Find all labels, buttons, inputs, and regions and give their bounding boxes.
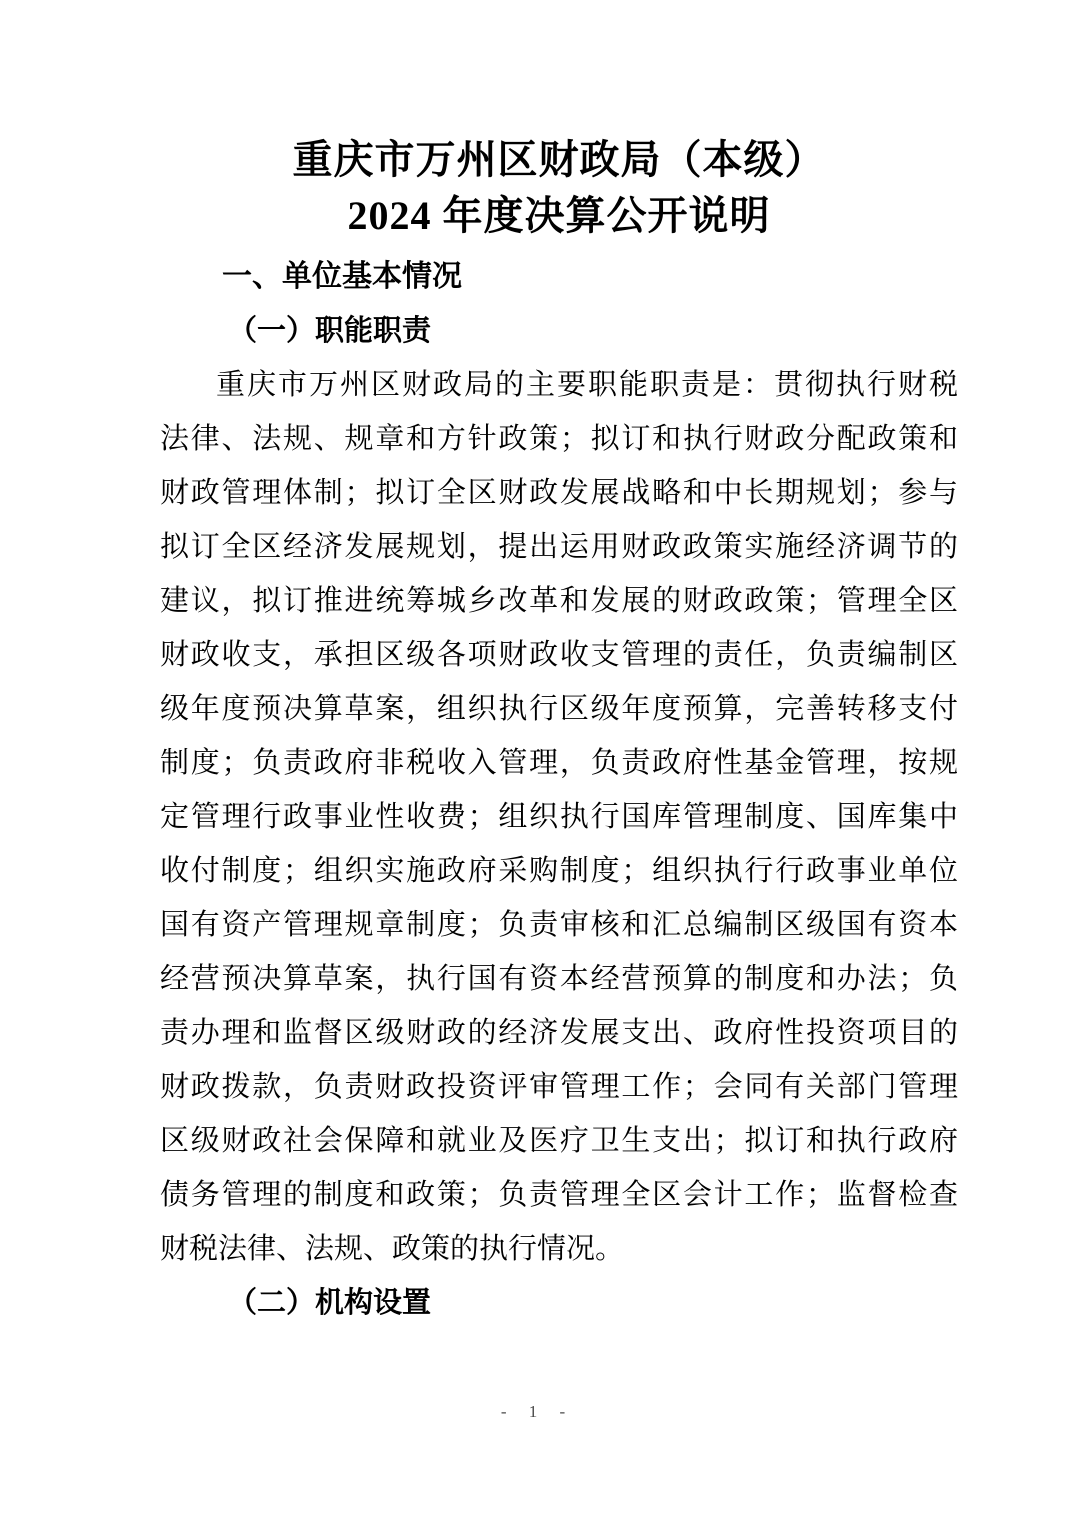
paragraph-line: 财政拨款，负责财政投资评审管理工作；会同有关部门管理 — [160, 1071, 958, 1103]
paragraph-line: 法律、法规、规章和方针政策；拟订和执行财政分配政策和 — [160, 423, 958, 455]
paragraph-line: 级年度预决算草案，组织执行区级年度预算，完善转移支付 — [160, 693, 958, 725]
paragraph-line: 重庆市万州区财政局的主要职能职责是：贯彻执行财税 — [216, 369, 958, 401]
paragraph-line: 财政收支，承担区级各项财政收支管理的责任，负责编制区 — [160, 639, 958, 671]
paragraph-line: 制度；负责政府非税收入管理，负责政府性基金管理，按规 — [160, 747, 958, 779]
duties-paragraph — [160, 358, 958, 1276]
document-title-line-2: 2024 年度决算公开说明 — [347, 193, 771, 238]
document-title-line-1: 重庆市万州区财政局（本级） — [292, 137, 826, 182]
paragraph-line: 债务管理的制度和政策；负责管理全区会计工作；监督检查 — [160, 1179, 958, 1211]
subsection-heading-duties: （一）职能职责 — [228, 315, 432, 347]
paragraph-line: 经营预决算草案，执行国有资本经营预算的制度和办法；负 — [160, 963, 958, 995]
document-content — [160, 0, 958, 1330]
paragraph-line: 财税法律、法规、政策的执行情况。 — [160, 1233, 625, 1265]
paragraph-line: 拟订全区经济发展规划，提出运用财政政策实施经济调节的 — [160, 531, 958, 563]
paragraph-line: 定管理行政事业性收费；组织执行国库管理制度、国库集中 — [160, 801, 958, 833]
paragraph-line: 建议，拟订推进统筹城乡改革和发展的财政政策；管理全区 — [160, 585, 958, 617]
paragraph-line: 收付制度；组织实施政府采购制度；组织执行行政事业单位 — [160, 855, 958, 887]
paragraph-line: 区级财政社会保障和就业及医疗卫生支出；拟订和执行政府 — [160, 1125, 958, 1157]
page-number: - 1 - — [500, 1402, 575, 1421]
paragraph-line: 财政管理体制；拟订全区财政发展战略和中长期规划；参与 — [160, 477, 958, 509]
subsection-heading-organization: （二）机构设置 — [228, 1287, 432, 1319]
paragraph-line: 责办理和监督区级财政的经济发展支出、政府性投资项目的 — [160, 1017, 958, 1049]
paragraph-line: 国有资产管理规章制度；负责审核和汇总编制区级国有资本 — [160, 909, 958, 941]
section-heading-basic-info: 一、单位基本情况 — [222, 260, 462, 293]
